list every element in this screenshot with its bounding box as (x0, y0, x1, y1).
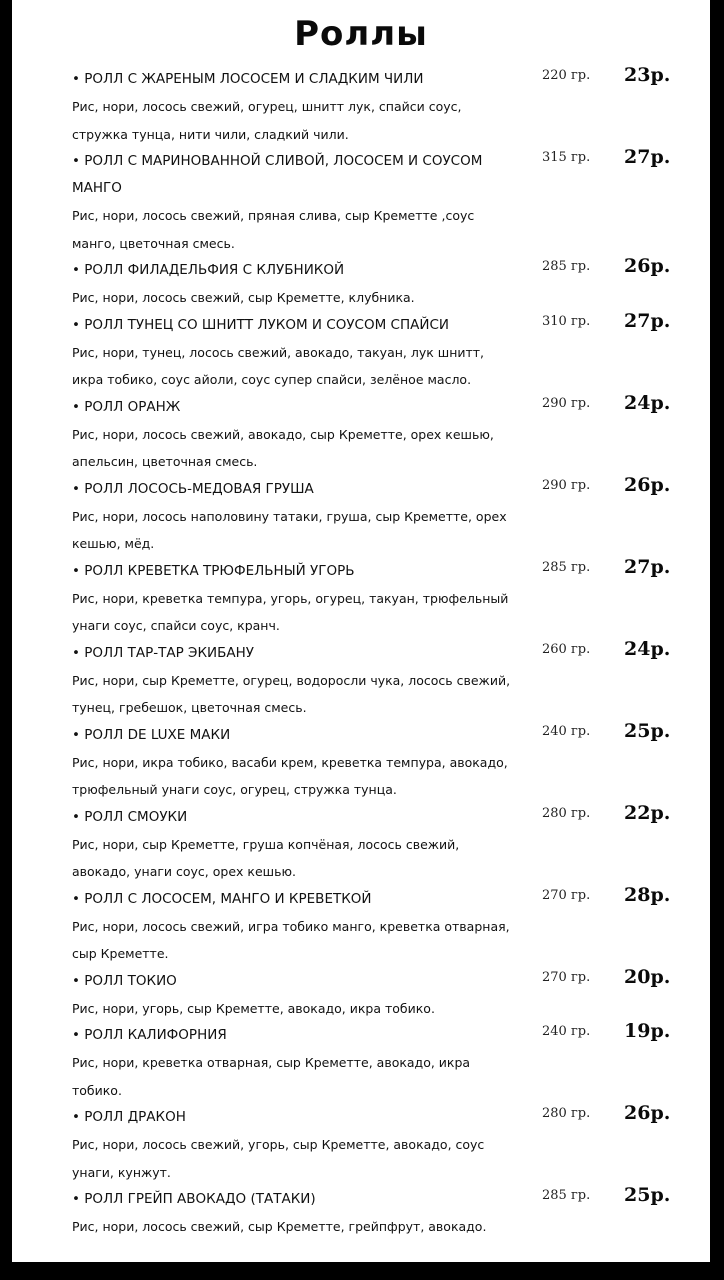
item-weight: 285 гр. (542, 1188, 591, 1203)
item-name: • РОЛЛ ГРЕЙП АВОКАДО (ТАТАКИ) (72, 1191, 316, 1207)
item-weight: 285 гр. (542, 259, 591, 274)
menu-item (72, 801, 672, 886)
item-weight: 270 гр. (542, 887, 591, 903)
menu-item (72, 1022, 672, 1104)
menu-item (72, 883, 672, 968)
item-name: • РОЛЛ С МАРИНОВАННОЙ СЛИВОЙ, ЛОСОСЕМ И СОУСОМ МАНГО (72, 153, 483, 196)
item-weight: 240 гр. (542, 723, 591, 739)
item-price: 26р. (624, 255, 671, 277)
item-description: Рис, нори, креветка отварная, сыр Креметте, авокадо, икра тобико. (72, 1055, 471, 1098)
item-weight: 290 гр. (542, 395, 591, 411)
item-description: Рис, нори, икра тобико, васаби крем, креветка темпура, авокадо, трюфельный унаги соус, огурец, стружка тунца. (72, 754, 508, 797)
item-weight: 260 гр. (542, 641, 591, 657)
menu-item (72, 66, 672, 148)
item-price: 23р. (624, 64, 671, 86)
menu-item (72, 391, 672, 476)
item-weight: 290 гр. (542, 477, 591, 493)
menu-item (72, 1186, 672, 1241)
item-description: Рис, нори, лосось свежий, сыр Креметте, грейпфрут, авокадо. (72, 1219, 487, 1234)
item-description: Рис, нори, лосось свежий, авокадо, сыр Креметте, орех кешью, апельсин, цветочная смесь. (72, 426, 494, 469)
item-name: • РОЛЛ ЛОСОСЬ-МЕДОВАЯ ГРУША (72, 480, 314, 497)
item-weight: 280 гр. (542, 805, 591, 821)
item-description: Рис, нори, лосось свежий, угорь, сыр Креметте, авокадо, соус унаги, кунжут. (72, 1137, 485, 1180)
item-name: • РОЛЛ ДРАКОН (72, 1109, 186, 1125)
menu-item (72, 719, 672, 804)
item-description: Рис, нори, угорь, сыр Креметте, авокадо, икра тобико. (72, 1000, 435, 1016)
item-price: 26р. (624, 473, 671, 496)
item-name: • РОЛЛ КАЛИФОРНИЯ (72, 1027, 227, 1043)
item-name: • РОЛЛ ТАР-ТАР ЭКИБАНУ (72, 644, 255, 661)
item-description: Рис, нори, лосось наполовину татаки, груша, сыр Креметте, орех кешью, мёд. (72, 508, 507, 551)
item-name: • РОЛЛ С ЖАРЕНЫМ ЛОСОСЕМ И СЛАДКИМ ЧИЛИ (72, 71, 424, 87)
menu-item (72, 637, 672, 722)
menu-list (72, 66, 672, 1241)
item-price: 19р. (624, 1020, 671, 1042)
item-price: 25р. (624, 1184, 671, 1206)
menu-item (72, 257, 672, 312)
page-title: Роллы (294, 14, 428, 54)
item-price: 22р. (624, 801, 671, 824)
item-price: 27р. (624, 146, 671, 168)
item-weight: 270 гр. (542, 969, 591, 985)
item-name: • РОЛЛ ОРАНЖ (72, 398, 181, 415)
item-name: • РОЛЛ DE LUXE МАКИ (72, 726, 231, 743)
item-description: Рис, нори, креветка темпура, угорь, огурец, такуан, трюфельный унаги соус, спайси соус, кранч. (72, 590, 509, 633)
item-price: 27р. (624, 309, 671, 332)
item-price: 24р. (624, 637, 671, 660)
item-name: • РОЛЛ ФИЛАДЕЛЬФИЯ С КЛУБНИКОЙ (72, 262, 345, 278)
menu-item (72, 1104, 672, 1186)
item-name: • РОЛЛ С ЛОСОСЕМ, МАНГО И КРЕВЕТКОЙ (72, 890, 372, 907)
item-name: • РОЛЛ ТУНЕЦ СО ШНИТТ ЛУКОМ И СОУСОМ СПАЙСИ (72, 316, 449, 333)
item-weight: 240 гр. (542, 1024, 591, 1039)
menu-item (72, 148, 672, 257)
item-description: Рис, нори, лосось свежий, огурец, шнитт лук, спайси соус, стружка тунца, нити чили, сладкий чили. (72, 99, 462, 142)
item-price: 26р. (624, 1102, 671, 1124)
menu-item (72, 473, 672, 558)
item-weight: 285 гр. (542, 559, 591, 575)
item-weight: 280 гр. (542, 1106, 591, 1121)
item-description: Рис, нори, лосось свежий, пряная слива, сыр Креметте ,соус манго, цветочная смесь. (72, 208, 475, 251)
item-price: 28р. (624, 883, 671, 906)
item-weight: 220 гр. (542, 68, 591, 83)
item-description: Рис, нори, лосось свежий, сыр Креметте, клубника. (72, 290, 415, 305)
item-price: 20р. (624, 965, 671, 988)
menu-item (72, 309, 672, 394)
item-price: 27р. (624, 555, 671, 578)
item-name: • РОЛЛ КРЕВЕТКА ТРЮФЕЛЬНЫЙ УГОРЬ (72, 562, 355, 579)
item-price: 24р. (624, 391, 671, 414)
item-description: Рис, нори, сыр Креметте, груша копчёная, лосось свежий, авокадо, унаги соус, орех кешью. (72, 836, 460, 879)
menu-page (12, 0, 710, 1262)
item-name: • РОЛЛ ТОКИО (72, 972, 177, 989)
item-weight: 310 гр. (542, 313, 591, 329)
item-description: Рис, нори, лосось свежий, игра тобико манго, креветка отварная, сыр Креметте. (72, 918, 510, 961)
item-price: 25р. (624, 719, 671, 742)
item-weight: 315 гр. (542, 150, 591, 165)
item-description: Рис, нори, сыр Креметте, огурец, водоросли чука, лосось свежий, тунец, гребешок, цветочная смесь. (72, 672, 511, 715)
menu-item (72, 965, 672, 1023)
menu-item (72, 555, 672, 640)
item-name: • РОЛЛ СМОУКИ (72, 808, 188, 825)
item-description: Рис, нори, тунец, лосось свежий, авокадо, такуан, лук шнитт, икра тобико, соус айоли, соус супер спайси, зелёное масло. (72, 344, 485, 387)
